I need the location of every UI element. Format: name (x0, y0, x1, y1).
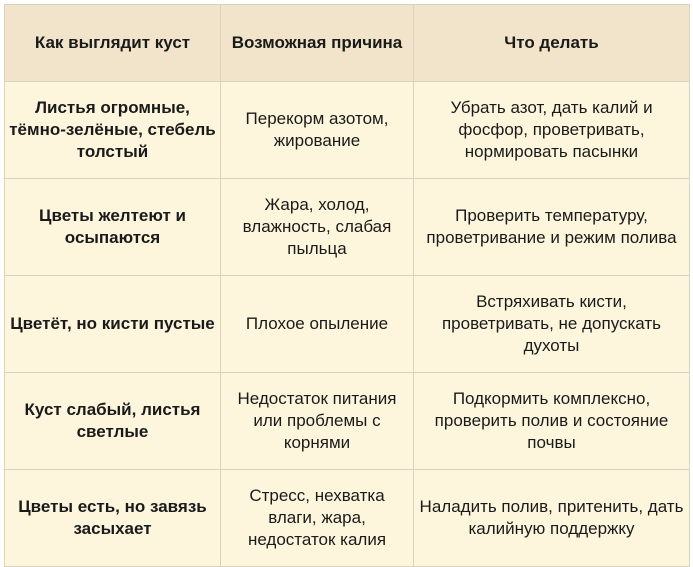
cell-look: Цветы желтеют и осыпаются (5, 179, 221, 276)
cell-cause: Стресс, нехватка влаги, жара, недостаток калия (221, 470, 414, 567)
table-header (5, 5, 690, 82)
table-row (5, 179, 690, 276)
cell-action: Проверить температуру, проветривание и режим полива (414, 179, 690, 276)
table-body (5, 82, 690, 567)
cell-look: Листья огромные, тёмно-зелёные, стебель толстый (5, 82, 221, 179)
table-row (5, 470, 690, 567)
cell-action: Встряхивать кисти, проветривать, не допускать духоты (414, 276, 690, 373)
header-action: Что делать (414, 5, 690, 82)
cell-look: Цветёт, но кисти пустые (5, 276, 221, 373)
cell-cause: Перекорм азотом, жирование (221, 82, 414, 179)
cell-cause: Жара, холод, влажность, слабая пыльца (221, 179, 414, 276)
header-look: Как выглядит куст (5, 5, 221, 82)
header-row (5, 5, 690, 82)
header-cause: Возможная причина (221, 5, 414, 82)
diagnosis-table-container (4, 4, 689, 555)
table-row (5, 276, 690, 373)
cell-action: Подкормить комплексно, проверить полив и состояние почвы (414, 373, 690, 470)
cell-look: Цветы есть, но завязь засыхает (5, 470, 221, 567)
cell-cause: Плохое опыление (221, 276, 414, 373)
cell-cause: Недостаток питания или проблемы с корнями (221, 373, 414, 470)
table-row (5, 82, 690, 179)
table-row (5, 373, 690, 470)
cell-action: Наладить полив, притенить, дать калийную поддержку (414, 470, 690, 567)
diagnosis-table (4, 4, 690, 567)
cell-action: Убрать азот, дать калий и фосфор, проветривать, нормировать пасынки (414, 82, 690, 179)
cell-look: Куст слабый, листья светлые (5, 373, 221, 470)
